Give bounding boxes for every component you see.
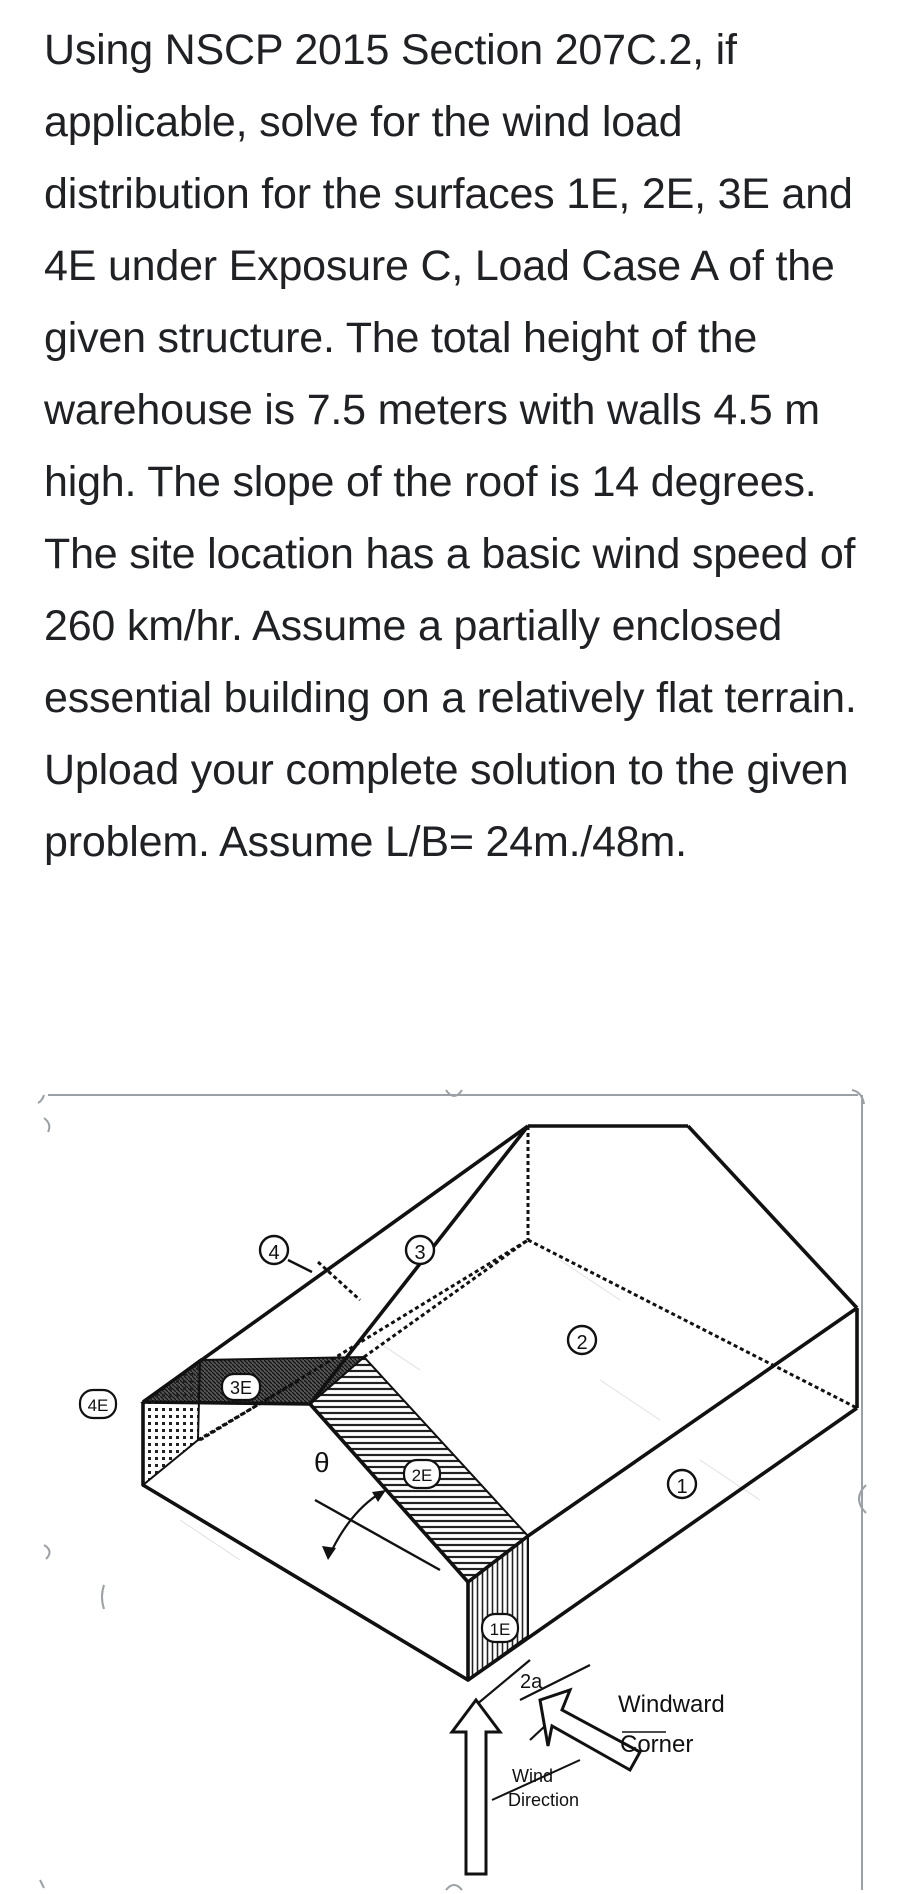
label-2e [404, 1460, 440, 1488]
svg-text:Direction: Direction [508, 1790, 580, 1810]
angle-label: θ [314, 1447, 330, 1478]
svg-text:1E: 1E [489, 1620, 511, 1639]
label-2 [568, 1326, 596, 1354]
label-4 [260, 1236, 312, 1272]
svg-text:4E: 4E [87, 1396, 109, 1415]
svg-text:Wind: Wind [512, 1766, 554, 1786]
label-3 [406, 1236, 434, 1264]
svg-text:3E: 3E [229, 1378, 253, 1398]
svg-text:4: 4 [268, 1242, 280, 1264]
label-3e [222, 1374, 260, 1400]
surface-4e-zone [143, 1360, 200, 1485]
svg-text:2E: 2E [411, 1466, 433, 1485]
svg-text:3: 3 [414, 1242, 426, 1264]
svg-text:1: 1 [676, 1476, 688, 1498]
label-1e [482, 1614, 518, 1642]
label-1 [668, 1470, 696, 1498]
label-4e [80, 1390, 116, 1418]
question-text: Using NSCP 2015 Section 207C.2, if applicable, solve for the wind load distribution for the surfaces 1E, 2E, 3E and 4E under Exposure C, Load Case A of the given structure. The total height of the warehouse is 7.5 meters with walls 4.5 m high. The slope of the roof is 14 degrees. The site location has a basic wind speed of 260 km/hr. Assume a partially enclosed essential building on a relatively flat terrain. Upload your complete solution to the given problem. Assume L/B= 24m./48m. [44, 26, 857, 866]
svg-text:Corner: Corner [620, 1731, 694, 1758]
svg-text:2: 2 [576, 1332, 588, 1354]
svg-text:Windward: Windward [618, 1691, 725, 1718]
building-diagram [0, 1080, 897, 1894]
windward-corner-arrow [540, 1690, 725, 1770]
svg-text:2a: 2a [520, 1671, 543, 1693]
